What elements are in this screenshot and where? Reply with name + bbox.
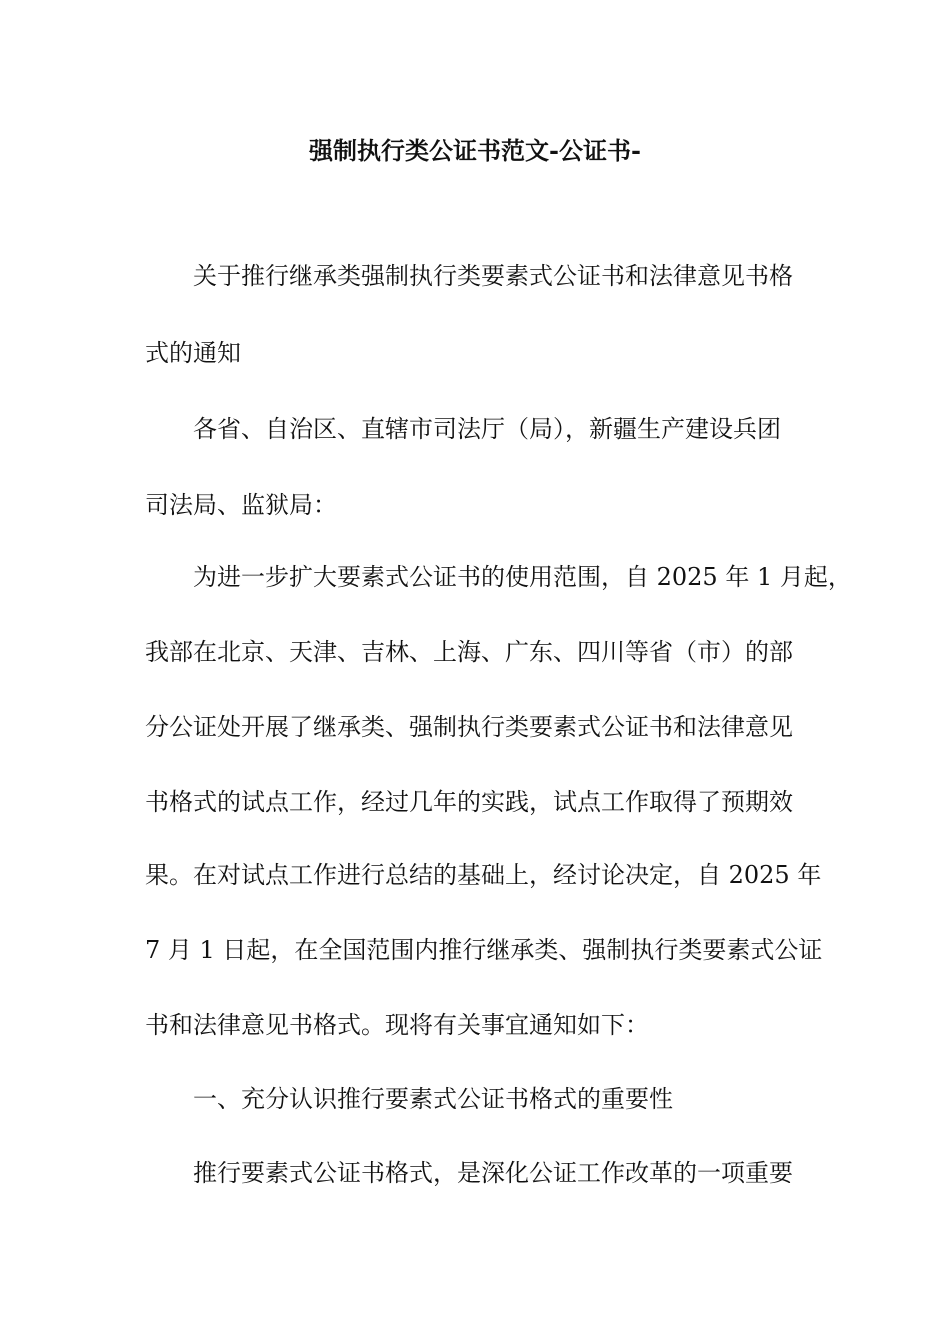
paragraph-line: 式的通知 <box>145 339 241 367</box>
paragraph-line: 为进一步扩大要素式公证书的使用范围，自 2025 年 1 月起， <box>193 563 852 591</box>
section-heading: 一、充分认识推行要素式公证书格式的重要性 <box>193 1085 673 1113</box>
paragraph-line: 我部在北京、天津、吉林、上海、广东、四川等省（市）的部 <box>145 638 793 666</box>
paragraph-line: 分公证处开展了继承类、强制执行类要素式公证书和法律意见 <box>145 713 793 741</box>
paragraph-line: 关于推行继承类强制执行类要素式公证书和法律意见书格 <box>193 262 793 290</box>
paragraph-line: 7 月 1 日起，在全国范围内推行继承类、强制执行类要素式公证 <box>145 936 823 964</box>
document-title: 强制执行类公证书范文-公证书- <box>309 136 641 165</box>
paragraph-line: 各省、自治区、直辖市司法厅（局），新疆生产建设兵团 <box>193 415 781 443</box>
paragraph-line: 书格式的试点工作，经过几年的实践，试点工作取得了预期效 <box>145 788 793 816</box>
paragraph-line: 果。在对试点工作进行总结的基础上，经讨论决定，自 2025 年 <box>145 861 822 889</box>
paragraph-line: 书和法律意见书格式。现将有关事宜通知如下： <box>145 1011 649 1039</box>
paragraph-line: 推行要素式公证书格式，是深化公证工作改革的一项重要 <box>193 1159 793 1187</box>
paragraph-line: 司法局、监狱局： <box>145 491 337 519</box>
